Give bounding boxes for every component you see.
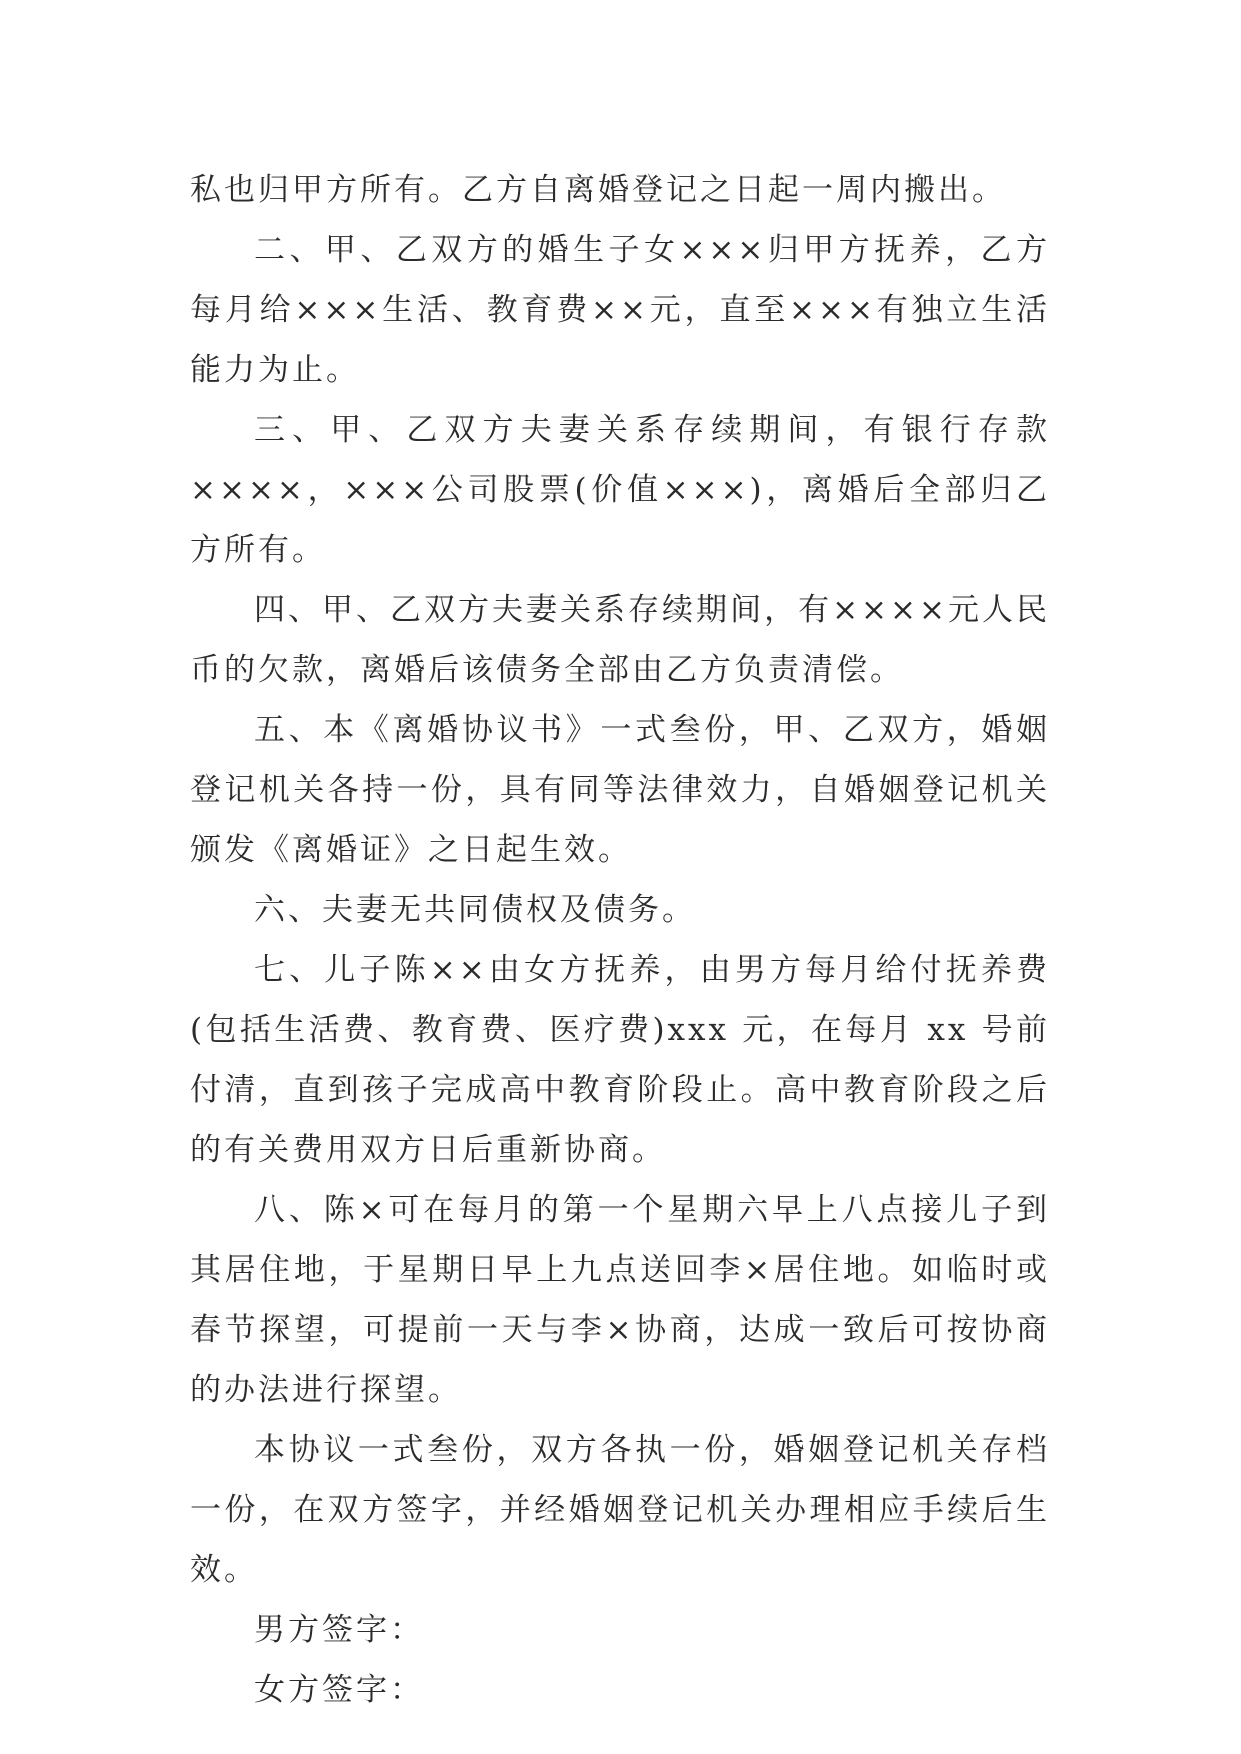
paragraph-clause-6: 六、夫妻无共同债权及债务。 — [254, 892, 696, 928]
paragraph-clause-2: 二、甲、乙双方的婚生子女×××归甲方抚养，乙方每月给×××生活、教育费××元，直至×××有独立生活能力为止。 — [190, 232, 1050, 388]
paragraph-clause-4: 四、甲、乙双方夫妻关系存续期间，有××××元人民币的欠款，离婚后该债务全部由乙方负责清偿。 — [190, 592, 1050, 688]
signature-line-male: 男方签字： — [254, 1612, 424, 1648]
paragraph-clause-3: 三、甲、乙双方夫妻关系存续期间，有银行存款××××，×××公司股票(价值×××)，离婚后全部归乙方所有。 — [190, 412, 1050, 568]
paragraph-clause-8: 八、陈×可在每月的第一个星期六早上八点接儿子到其居住地，于星期日早上九点送回李×居住地。如临时或春节探望，可提前一天与李×协商，达成一致后可按协商的办法进行探望。 — [190, 1192, 1050, 1408]
paragraph-agreement-copies: 本协议一式叁份，双方各执一份，婚姻登记机关存档一份，在双方签字，并经婚姻登记机关办理相应手续后生效。 — [190, 1432, 1050, 1588]
document-body — [190, 160, 1050, 1720]
signature-line-female: 女方签字： — [254, 1672, 424, 1708]
paragraph-clause-5: 五、本《离婚协议书》一式叁份，甲、乙双方，婚姻登记机关各持一份，具有同等法律效力，自婚姻登记机关颁发《离婚证》之日起生效。 — [190, 712, 1050, 868]
paragraph-clause-7: 七、儿子陈××由女方抚养，由男方每月给付抚养费(包括生活费、教育费、医疗费)xxx 元，在每月 xx 号前付清，直到孩子完成高中教育阶段止。高中教育阶段之后的有关费用双方日后重新协商。 — [190, 952, 1050, 1168]
paragraph-continuation: 私也归甲方所有。乙方自离婚登记之日起一周内搬出。 — [190, 172, 1006, 208]
